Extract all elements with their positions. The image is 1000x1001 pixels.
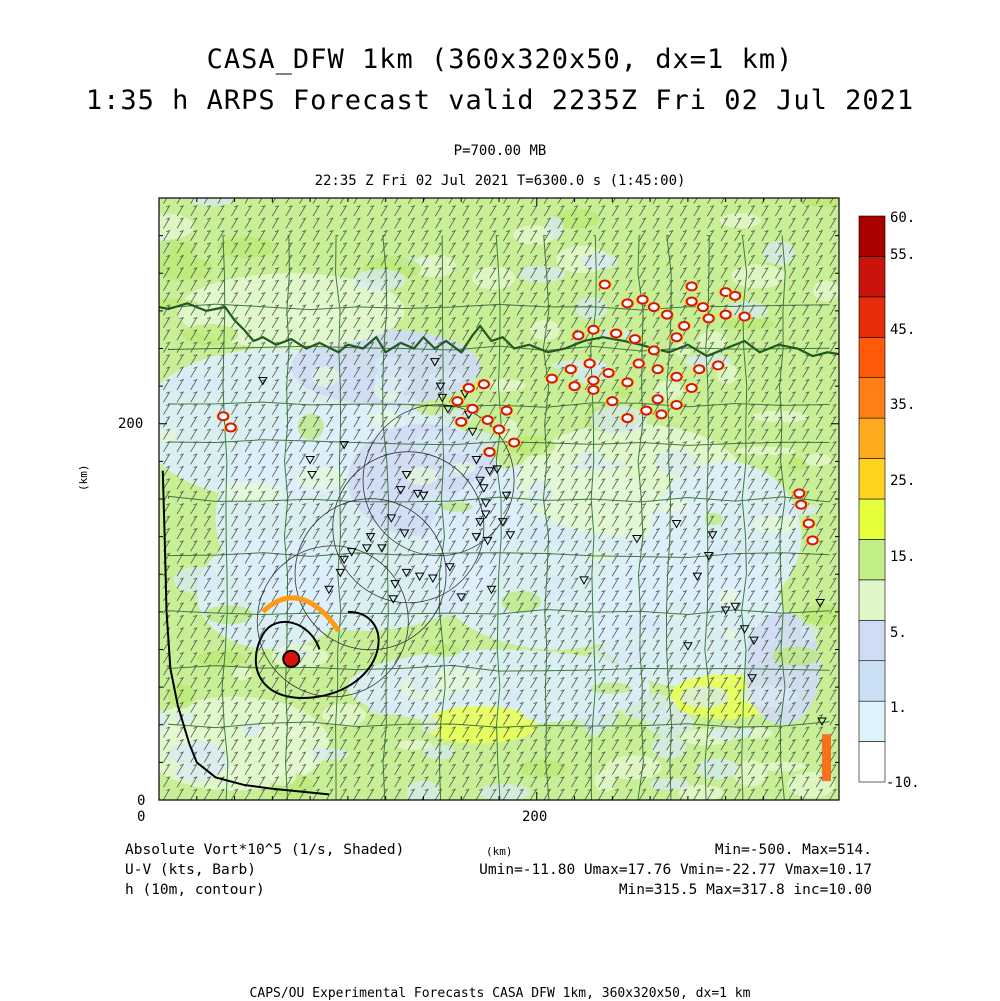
vorticity-speck — [150, 240, 195, 262]
cell-core — [600, 281, 610, 289]
vorticity-speck — [412, 672, 438, 692]
colorbar-label-5: 5. — [890, 625, 907, 641]
cell-core — [452, 397, 462, 405]
cell-core — [585, 360, 595, 368]
vorticity-speck — [805, 454, 831, 466]
cell-core — [698, 303, 708, 311]
cell-core — [713, 361, 723, 369]
colorbar-swatch — [859, 297, 885, 337]
cell-core — [808, 536, 818, 544]
vorticity-speck — [801, 625, 818, 642]
height-min-max: Min=315.5 Max=317.8 inc=10.00 — [618, 882, 872, 898]
colorbar-swatch — [859, 701, 885, 741]
cell-core — [573, 331, 583, 339]
cell-core — [694, 365, 704, 373]
cell-core — [502, 407, 512, 415]
cell-core — [611, 329, 621, 337]
colorbar-swatch — [859, 378, 885, 418]
cell-core — [588, 376, 598, 384]
vorticity-speck — [581, 253, 618, 270]
cell-core — [641, 407, 651, 415]
y-tick-0: 0 — [137, 793, 146, 809]
colorbar-swatch — [859, 337, 885, 377]
cell-core — [656, 410, 666, 418]
vorticity-speck — [753, 515, 797, 533]
vorticity-speck — [441, 502, 473, 512]
cell-core — [566, 365, 576, 373]
colorbar-label-15: 15. — [890, 549, 916, 565]
x-tick-200: 200 — [522, 809, 548, 825]
vorticity-speck — [569, 460, 629, 470]
cell-core — [464, 384, 474, 392]
cell-core — [509, 439, 519, 447]
vorticity-speck — [375, 367, 411, 395]
colorbar-label-45: 45. — [890, 322, 916, 338]
cell-core — [653, 365, 663, 373]
colorbar-label-35: 35. — [890, 397, 916, 413]
cell-core — [634, 360, 644, 368]
cell-core — [630, 335, 640, 343]
cell-core — [672, 373, 682, 381]
cell-core — [662, 311, 672, 319]
vorticity-speck — [801, 196, 857, 208]
cell-core — [547, 375, 557, 383]
cell-core — [479, 380, 489, 388]
cell-core — [456, 418, 466, 426]
cell-core — [679, 322, 689, 330]
colorbar-swatch — [859, 216, 885, 256]
vorticity-min-max: Min=-500. Max=514. — [714, 842, 872, 858]
cell-core — [740, 313, 750, 321]
cell-core — [721, 311, 731, 319]
cell-core — [672, 401, 682, 409]
y-axis-label: (km) — [77, 464, 90, 491]
cell-core — [687, 297, 697, 305]
vorticity-speck — [802, 604, 843, 624]
cell-core — [687, 282, 697, 290]
cell-core — [622, 378, 632, 386]
vorticity-speck — [731, 264, 785, 288]
vorticity-speck — [696, 758, 737, 779]
valid-time-label: 22:35 Z Fri 02 Jul 2021 T=6300.0 s (1:45:00) — [314, 173, 686, 189]
colorbar-swatch — [859, 742, 885, 782]
cell-core — [622, 299, 632, 307]
vorticity-speck — [579, 451, 604, 461]
cell-core — [570, 382, 580, 390]
colorbar-label-1: 1. — [890, 700, 907, 716]
colorbar-swatch — [859, 459, 885, 499]
vorticity-speck — [174, 713, 195, 723]
cell-core — [649, 346, 659, 354]
vorticity-speck — [287, 305, 344, 323]
y-tick-200: 200 — [118, 416, 144, 432]
cell-core — [649, 303, 659, 311]
vorticity-speck — [432, 668, 481, 692]
vorticity-speck — [741, 685, 799, 707]
pressure-level-label: P=700.00 MB — [453, 143, 547, 159]
vorticity-speck — [708, 727, 753, 739]
cell-core — [796, 501, 806, 509]
vorticity-speck — [733, 760, 767, 786]
vorticity-speck — [521, 709, 558, 722]
cell-core — [604, 369, 614, 377]
vorticity-speck — [813, 281, 839, 302]
cell-core — [494, 425, 504, 433]
cell-core — [794, 489, 804, 497]
vorticity-speck — [428, 371, 463, 385]
vorticity-strip — [822, 734, 831, 781]
cell-core — [804, 519, 814, 527]
colorbar-swatch — [859, 661, 885, 701]
footer-credit: CAPS/OU Experimental Forecasts CASA DFW 1km, 360x320x50, dx=1 km — [249, 986, 751, 1001]
cell-core — [468, 405, 478, 413]
vorticity-speck — [205, 605, 253, 624]
cell-core — [638, 296, 648, 304]
cell-core — [704, 314, 714, 322]
vorticity-speck — [196, 651, 246, 668]
cell-core — [730, 292, 740, 300]
cell-core — [218, 412, 228, 420]
colorbar-label-25: 25. — [890, 473, 916, 489]
x-axis-label: (km) — [486, 845, 513, 858]
vorticity-speck — [656, 449, 696, 476]
vorticity-speck — [590, 682, 631, 693]
colorbar-swatch — [859, 620, 885, 660]
vorticity-speck — [519, 760, 566, 778]
vorticity-speck — [636, 499, 691, 512]
colorbar-swatch — [859, 580, 885, 620]
legend-vorticity: Absolute Vort*10^5 (1/s, Shaded) — [125, 842, 405, 858]
vorticity-speck — [519, 266, 565, 283]
figure-title: CASA_DFW 1km (360x320x50, dx=1 km) — [206, 44, 794, 75]
cell-core — [226, 424, 236, 432]
cell-core — [687, 384, 697, 392]
vorticity-speck — [752, 411, 808, 423]
x-tick-0: 0 — [137, 809, 146, 825]
colorbar — [859, 216, 885, 782]
cell-core — [588, 386, 598, 394]
vorticity-speck — [312, 366, 339, 386]
colorbar-swatch — [859, 539, 885, 579]
cell-core — [607, 397, 617, 405]
cell-core — [483, 416, 493, 424]
colorbar-label-60: 60. — [890, 210, 916, 226]
cell-core — [485, 448, 495, 456]
vorticity-max — [283, 651, 299, 667]
colorbar-label-neg10: -10. — [886, 775, 920, 791]
legend-wind-barb: U-V (kts, Barb) — [125, 862, 256, 878]
vorticity-speck — [405, 467, 438, 485]
colorbar-swatch — [859, 256, 885, 296]
colorbar-swatch — [859, 418, 885, 458]
plot-area — [140, 193, 858, 804]
cell-core — [653, 395, 663, 403]
vorticity-speck — [764, 241, 795, 266]
cell-core — [672, 333, 682, 341]
vorticity-speck — [735, 447, 795, 456]
colorbar-swatch — [859, 499, 885, 539]
cell-core — [588, 326, 598, 334]
colorbar-label-55: 55. — [890, 247, 916, 263]
vorticity-speck — [546, 216, 563, 239]
vorticity-speck — [428, 644, 462, 657]
legend-height-contour: h (10m, contour) — [125, 882, 265, 898]
wind-min-max: Umin=-11.80 Umax=17.76 Vmin=-22.77 Vmax=10.17 — [479, 862, 872, 878]
vorticity-speck — [679, 785, 723, 802]
vorticity-speck — [518, 525, 572, 546]
figure-subtitle: 1:35 h ARPS Forecast valid 2235Z Fri 02 Jul 2021 — [85, 85, 915, 116]
vorticity-speck — [681, 686, 729, 707]
cell-core — [622, 414, 632, 422]
